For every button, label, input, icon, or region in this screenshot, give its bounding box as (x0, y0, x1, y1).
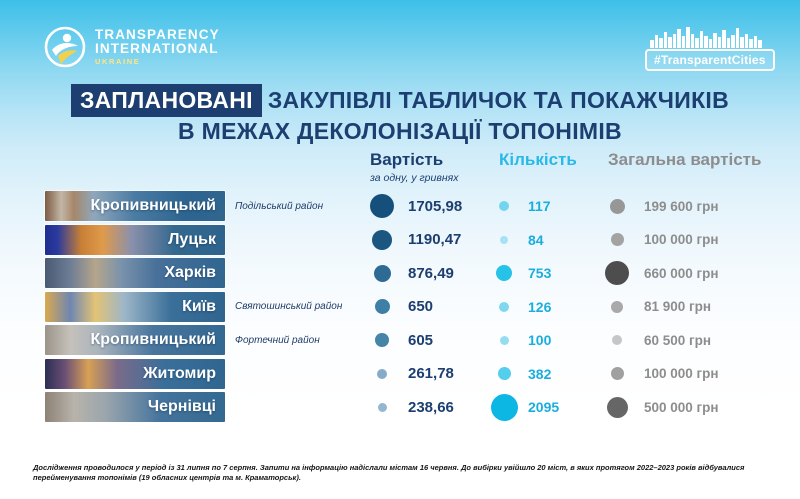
total-bubble (611, 367, 624, 380)
quantity-bubble (499, 201, 509, 211)
price-value: 876,49 (408, 264, 454, 282)
total-value: 500 000 грн (644, 399, 719, 415)
total-value: 100 000 грн (644, 232, 719, 247)
quantity-value: 382 (528, 365, 552, 382)
column-header-total (596, 150, 770, 170)
brand-line2: INTERNATIONAL (95, 41, 219, 57)
title-line1 (0, 84, 800, 117)
price-bubble (377, 369, 387, 379)
city-name: Житомир (143, 364, 216, 382)
table-row (45, 191, 775, 221)
brand-text (95, 28, 220, 66)
price-value: 650 (408, 298, 434, 315)
price-value: 261,78 (408, 365, 454, 382)
title-line1-rest: ЗАКУПІВЛІ ТАБЛИЧОК ТА ПОКАЖЧИКІВ (267, 87, 730, 113)
total-value: 81 900 грн (644, 299, 712, 314)
total-value: 60 500 грн (644, 332, 712, 348)
table-header-row (45, 150, 775, 184)
city-name: Луцьк (168, 230, 216, 248)
quantity-bubble (496, 265, 512, 281)
footnote-line2: перейменування топонімів (19 обласних центрів та м. Краматорськ). (33, 472, 301, 482)
district-label: Фортечний район (235, 334, 320, 346)
table-row (45, 258, 775, 288)
hashtag-label: #TransparentCities (645, 49, 775, 71)
total-value: 660 000 грн (644, 265, 719, 281)
total-bubble (607, 397, 628, 418)
city-photo-bar (45, 292, 225, 322)
city-name: Кропивницький (90, 197, 216, 214)
quantity-value: 100 (528, 332, 552, 348)
transparency-international-logo-icon (44, 26, 86, 68)
total-bubble (605, 261, 629, 285)
quantity-bubble (499, 302, 509, 312)
table-row (45, 359, 775, 389)
city-name: Харків (164, 264, 216, 281)
column-header-quantity (486, 150, 596, 170)
procurement-table (45, 150, 775, 426)
city-photo-bar (45, 191, 225, 221)
price-bubble (375, 333, 389, 347)
brand-logo (44, 26, 220, 68)
transparent-cities-badge (645, 26, 767, 71)
city-photo-bar (45, 225, 225, 255)
city-photo-bar (45, 258, 225, 288)
quantity-value: 84 (528, 231, 544, 248)
total-bubble (611, 233, 624, 246)
district-label: Святошинський район (235, 301, 343, 312)
quantity-bubble (491, 394, 518, 421)
price-header-label: Вартість (370, 150, 444, 169)
price-value: 1705,98 (408, 197, 463, 215)
city-photo-bar (45, 392, 225, 422)
total-value: 100 000 грн (644, 366, 719, 381)
price-bubble (378, 403, 387, 412)
city-name: Чернівці (147, 398, 216, 415)
quantity-bubble (498, 367, 511, 380)
page-title (0, 84, 800, 145)
quantity-value: 117 (528, 198, 551, 214)
district-label: Подільський район (235, 200, 324, 212)
total-value: 199 600 грн (644, 198, 719, 214)
title-line2: В МЕЖАХ ДЕКОЛОНІЗАЦІЇ ТОПОНІМІВ (178, 118, 622, 144)
brand-line3: UKRAINE (95, 57, 141, 67)
quantity-bubble (500, 336, 509, 345)
price-value: 1190,47 (408, 231, 462, 248)
city-skyline-icon (650, 26, 762, 48)
table-row (45, 392, 775, 422)
total-bubble (611, 301, 623, 313)
quantity-header-label: Кількість (499, 150, 577, 169)
brand-line1: TRANSPARENCY (95, 26, 220, 42)
price-value: 605 (408, 331, 434, 349)
price-header-subtitle: за одну, у гривнях (370, 172, 459, 184)
price-bubble (372, 230, 392, 250)
quantity-value: 126 (528, 298, 552, 315)
total-header-label: Загальна вартість (608, 150, 762, 169)
city-photo-bar (45, 359, 225, 389)
price-bubble (375, 299, 390, 314)
table-row (45, 325, 775, 355)
price-value: 238,66 (408, 398, 454, 416)
footnote-line1: Дослідження проводилося у період із 31 липня по 7 серпня. Запити на інформацію надіслали містам 16 червня. До вибірки увійшло 20 міст, в яких протягом 2022–2023 років відбувалися (33, 463, 745, 472)
quantity-bubble (500, 236, 508, 244)
price-bubble (370, 194, 394, 218)
table-row (45, 225, 775, 255)
footnote (33, 463, 778, 483)
title-highlight: ЗАПЛАНОВАНІ (71, 84, 262, 117)
table-row (45, 292, 775, 322)
total-bubble (612, 335, 622, 345)
price-bubble (374, 265, 391, 282)
city-photo-bar (45, 325, 225, 355)
column-header-price (361, 150, 486, 184)
city-name: Кропивницький (90, 331, 216, 348)
quantity-value: 753 (528, 265, 552, 281)
total-bubble (610, 199, 625, 214)
city-name: Київ (182, 297, 216, 315)
quantity-value: 2095 (528, 399, 560, 415)
